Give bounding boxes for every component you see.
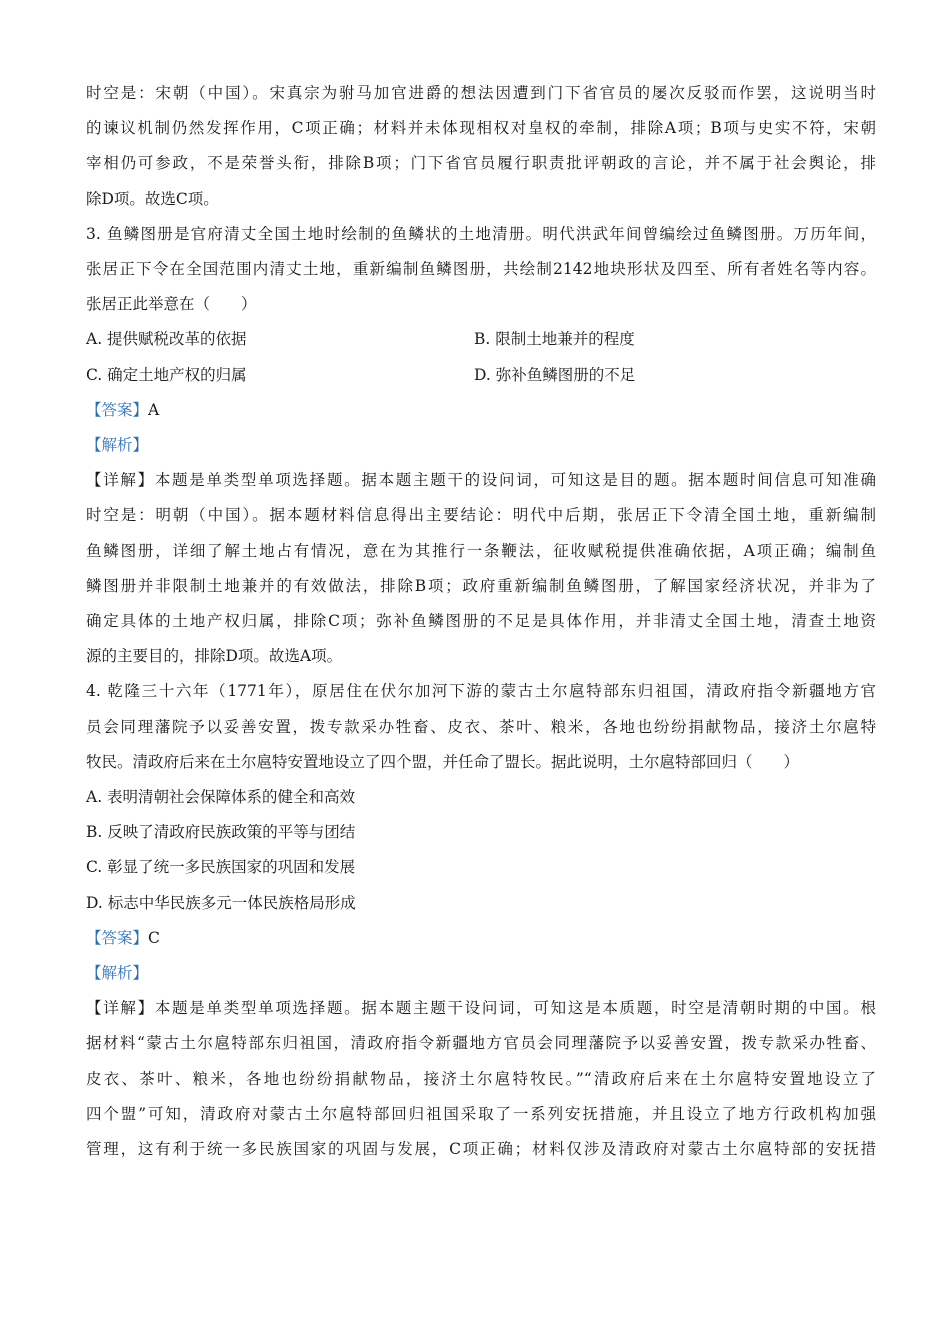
question-stem-line: 员会同理藩院予以妥善安置，拨专款采办牲畜、皮衣、茶叶、粮米，各地也纷纷捐献物品，接济土尔扈特 (86, 717, 876, 736)
detail-line: 皮衣、茶叶、粮米，各地也纷纷捐献物品，接济土尔扈特牧民。”“清政府后来在土尔扈特安置地设立了 (86, 1069, 876, 1088)
option-b: B. 反映了清政府民族政策的平等与团结 (86, 823, 356, 842)
document-body (86, 76, 876, 1167)
detail-line: 四个盟”可知，清政府对蒙古土尔扈特部回归祖国采取了一系列安抚措施，并且设立了地方行政机构加强 (86, 1104, 876, 1123)
analysis-tag: 【解析】 (86, 436, 149, 455)
text-line: 宰相仍可参政，不是荣誉头衔，排除B项；门下省官员履行职责批评朝政的言论，并不属于社会舆论，排 (86, 154, 876, 173)
text-line: 除D项。故选C项。 (86, 189, 219, 208)
question-stem-line: 张居正下令在全国范围内清丈土地，重新编制鱼鳞图册，共绘制2142地块形状及四至、所有者姓名等内容。 (86, 260, 876, 279)
question-stem-line: 4. 乾隆三十六年（1771年），原居住在伏尔加河下游的蒙古土尔扈特部东归祖国，清政府指令新疆地方官 (86, 682, 876, 701)
detail-line: 管理，这有利于统一多民族国家的巩固与发展，C项正确；材料仅涉及清政府对蒙古土尔扈特部的安抚措 (86, 1140, 876, 1159)
options-row (86, 322, 876, 357)
detail-text: 本题是单类型单项选择题。据本题主题干的设问词，可知这是目的题。据本题时间信息可知准确 (154, 471, 876, 490)
text-line: 的谏议机制仍然发挥作用，C项正确；材料并未体现相权对皇权的牵制，排除A项；B项与史实不符，宋朝 (86, 119, 876, 138)
detail-line (86, 463, 876, 498)
detail-line: 据材料“蒙古土尔扈特部东归祖国，清政府指令新疆地方官员会同理藩院予以妥善安置，拨专款采办牲畜、 (86, 1034, 876, 1053)
detail-line: 确定具体的土地产权归属，排除C项；弥补鱼鳞图册的不足是具体作用，并非清丈全国土地，清查土地资 (86, 612, 876, 631)
option-c: C. 确定土地产权的归属 (86, 365, 247, 384)
detail-line: 鱼鳞图册，详细了解土地占有情况，意在为其推行一条鞭法，征收赋税提供准确依据，A项正确；编制鱼 (86, 541, 876, 560)
question-stem-line: 张居正此举意在（ ） (86, 295, 257, 314)
detail-line: 鳞图册并非限制土地兼并的有效做法，排除B项；政府重新编制鱼鳞图册，了解国家经济状况，并非为了 (86, 576, 876, 595)
detail-line (86, 991, 876, 1026)
option-d: D. 标志中华民族多元一体民族格局形成 (86, 893, 356, 912)
answer-tag: 【答案】 (86, 928, 149, 947)
answer-line (86, 921, 876, 956)
detail-line: 源的主要目的，排除D项。故选A项。 (86, 647, 343, 666)
options-row (86, 358, 876, 393)
text-line: 时空是：宋朝（中国）。宋真宗为驸马加官进爵的想法因遭到门下省官员的屡次反驳而作罢，这说明当时 (86, 84, 876, 102)
option-a: A. 表明清朝社会保障体系的健全和高效 (86, 788, 356, 807)
option-b: B. 限制土地兼并的程度 (474, 330, 635, 349)
analysis-tag: 【解析】 (86, 964, 149, 983)
detail-tag: 【详解】 (86, 471, 155, 490)
analysis-line (86, 428, 876, 463)
detail-tag: 【详解】 (86, 999, 155, 1018)
q2-explanation-tail (86, 76, 876, 217)
answer-tag: 【答案】 (86, 400, 149, 419)
question-stem-line: 牧民。清政府后来在土尔扈特安置地设立了四个盟，并任命了盟长。据此说明，土尔扈特部回归（ ） (86, 752, 800, 771)
detail-line: 时空是：明朝（中国）。据本题材料信息得出主要结论：明代中后期，张居正下令清全国土地，重新编制 (86, 506, 876, 525)
analysis-line (86, 956, 876, 991)
answer-value: A (148, 400, 160, 419)
detail-text: 本题是单类型单项选择题。据本题主题干设问词，可知这是本质题，时空是清朝时期的中国。根 (154, 999, 876, 1018)
option-d: D. 弥补鱼鳞图册的不足 (474, 365, 636, 384)
question-stem-line: 3. 鱼鳞图册是官府清丈全国土地时绘制的鱼鳞状的土地清册。明代洪武年间曾编绘过鱼鳞图册。万历年间， (86, 224, 876, 243)
answer-line (86, 393, 876, 428)
option-a: A. 提供赋税改革的依据 (86, 330, 247, 349)
question-4 (86, 674, 876, 1167)
option-c: C. 彰显了统一多民族国家的巩固和发展 (86, 858, 356, 877)
answer-value: C (148, 928, 160, 947)
question-3 (86, 217, 876, 675)
